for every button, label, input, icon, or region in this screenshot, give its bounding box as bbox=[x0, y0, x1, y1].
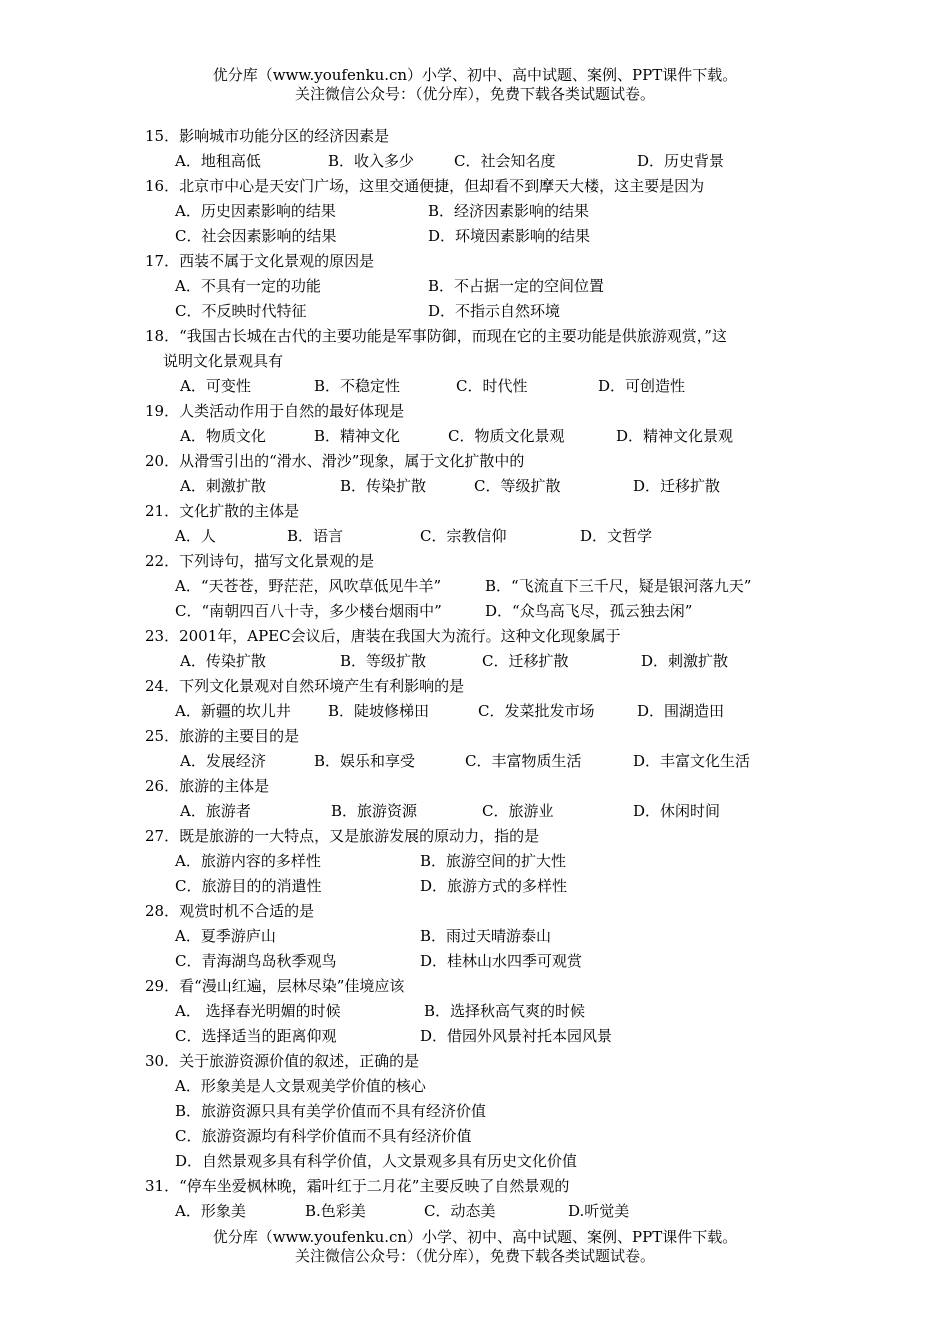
question-22-stem: 22．下列诗句，描写文化景观的是 bbox=[145, 552, 375, 570]
question-21-stem: 21．文化扩散的主体是 bbox=[145, 502, 300, 520]
question-30-option-c: C．旅游资源均有科学价值而不具有经济价值 bbox=[175, 1127, 472, 1145]
question-23-option-a: A．传染扩散 bbox=[180, 652, 266, 670]
question-17-option-a: A．不具有一定的功能 bbox=[175, 277, 321, 295]
question-26-option-c: C．旅游业 bbox=[482, 802, 554, 820]
footer-line-1: 优分库（www.youfenku.cn）小学、初中、高中试题、案例、PPT课件下载。 bbox=[212, 1228, 738, 1246]
question-31-option-d: D.听觉美 bbox=[568, 1202, 630, 1220]
question-16-option-d: D．环境因素影响的结果 bbox=[428, 227, 591, 245]
question-22-option-a: A．“天苍苍，野茫茫，风吹草低见牛羊” bbox=[175, 577, 442, 595]
question-31-stem: 31．“停车坐爱枫林晚，霜叶红于二月花”主要反映了自然景观的 bbox=[145, 1177, 570, 1195]
question-28-option-d: D．桂林山水四季可观赏 bbox=[420, 952, 583, 970]
question-16-option-c: C．社会因素影响的结果 bbox=[175, 227, 337, 245]
question-28-option-b: B．雨过天晴游泰山 bbox=[420, 927, 552, 945]
question-16-option-a: A．历史因素影响的结果 bbox=[175, 202, 336, 220]
question-20-option-c: C．等级扩散 bbox=[474, 477, 561, 495]
question-24-option-b: B．陡坡修梯田 bbox=[328, 702, 430, 720]
question-17-option-d: D．不指示自然环境 bbox=[428, 302, 561, 320]
question-31-option-a: A．形象美 bbox=[175, 1202, 246, 1220]
question-27-option-a: A．旅游内容的多样性 bbox=[175, 852, 321, 870]
question-20-option-d: D．迁移扩散 bbox=[633, 477, 721, 495]
question-27-option-b: B．旅游空间的扩大性 bbox=[420, 852, 567, 870]
question-17-option-b: B．不占据一定的空间位置 bbox=[428, 277, 605, 295]
question-27-option-d: D．旅游方式的多样性 bbox=[420, 877, 568, 895]
question-15-stem: 15．影响城市功能分区的经济因素是 bbox=[145, 127, 390, 145]
question-19-option-a: A．物质文化 bbox=[180, 427, 266, 445]
question-23-option-b: B．等级扩散 bbox=[340, 652, 427, 670]
question-25-option-b: B．娱乐和享受 bbox=[314, 752, 416, 770]
question-19-option-b: B．精神文化 bbox=[314, 427, 401, 445]
header-line-2: 关注微信公众号：（优分库），免费下载各类试题试卷。 bbox=[294, 85, 655, 103]
question-26-option-b: B．旅游资源 bbox=[331, 802, 418, 820]
question-21-option-b: B．语言 bbox=[287, 527, 344, 545]
question-22-option-b: B．“飞流直下三千尺，疑是银河落九天” bbox=[485, 577, 752, 595]
question-31-option-c: C．动态美 bbox=[424, 1202, 496, 1220]
question-23-option-c: C．迁移扩散 bbox=[482, 652, 569, 670]
question-28-stem: 28．观赏时机不合适的是 bbox=[145, 902, 315, 920]
question-25-stem: 25．旅游的主要目的是 bbox=[145, 727, 300, 745]
question-15-option-a: A．地租高低 bbox=[175, 152, 261, 170]
question-21-option-a: A．人 bbox=[175, 527, 216, 545]
question-15-option-b: B．收入多少 bbox=[328, 152, 415, 170]
question-28-option-a: A．夏季游庐山 bbox=[175, 927, 276, 945]
page-footer bbox=[0, 1228, 950, 1266]
question-25-option-c: C．丰富物质生活 bbox=[465, 752, 582, 770]
question-29-option-b: B．选择秋高气爽的时候 bbox=[424, 1002, 586, 1020]
question-18-stem-continued: 说明文化景观具有 bbox=[163, 352, 284, 370]
question-24-stem: 24．下列文化景观对自然环境产生有利影响的是 bbox=[145, 677, 465, 695]
question-29-option-c: C．选择适当的距离仰观 bbox=[175, 1027, 337, 1045]
question-24-option-d: D．围湖造田 bbox=[637, 702, 725, 720]
question-19-stem: 19．人类活动作用于自然的最好体现是 bbox=[145, 402, 405, 420]
question-19-option-d: D．精神文化景观 bbox=[616, 427, 734, 445]
question-24-option-a: A．新疆的坎儿井 bbox=[175, 702, 291, 720]
question-19-option-c: C．物质文化景观 bbox=[448, 427, 565, 445]
question-29-option-d: D．借园外风景衬托本园风景 bbox=[420, 1027, 613, 1045]
question-29-option-a: A． 选择春光明媚的时候 bbox=[175, 1002, 341, 1020]
question-18-option-b: B．不稳定性 bbox=[314, 377, 401, 395]
question-23-stem: 23．2001年，APEC会议后，唐装在我国大为流行。这种文化现象属于 bbox=[145, 627, 621, 645]
question-25-option-a: A．发展经济 bbox=[180, 752, 266, 770]
question-17-stem: 17．西装不属于文化景观的原因是 bbox=[145, 252, 375, 270]
question-25-option-d: D．丰富文化生活 bbox=[633, 752, 751, 770]
question-26-option-d: D．休闲时间 bbox=[633, 802, 721, 820]
question-16-option-b: B．经济因素影响的结果 bbox=[428, 202, 590, 220]
question-27-stem: 27．既是旅游的一大特点，又是旅游发展的原动力，指的是 bbox=[145, 827, 540, 845]
question-30-stem: 30．关于旅游资源价值的叙述，正确的是 bbox=[145, 1052, 420, 1070]
page-header bbox=[0, 66, 950, 104]
question-15-option-d: D．历史背景 bbox=[637, 152, 725, 170]
header-line-1: 优分库（www.youfenku.cn）小学、初中、高中试题、案例、PPT课件下载。 bbox=[212, 66, 738, 84]
question-22-option-d: D．“众鸟高飞尽，孤云独去闲” bbox=[485, 602, 693, 620]
question-15-option-c: C．社会知名度 bbox=[454, 152, 556, 170]
question-20-option-b: B．传染扩散 bbox=[340, 477, 427, 495]
question-26-option-a: A．旅游者 bbox=[180, 802, 251, 820]
question-30-option-b: B．旅游资源只具有美学价值而不具有经济价值 bbox=[175, 1102, 487, 1120]
question-18-stem: 18．“我国古长城在古代的主要功能是军事防御，而现在它的主要功能是供旅游观赏，”这 bbox=[145, 327, 727, 345]
question-16-stem: 16．北京市中心是天安门广场，这里交通便捷，但却看不到摩天大楼，这主要是因为 bbox=[145, 177, 705, 195]
question-20-stem: 20．从滑雪引出的“滑水、滑沙”现象，属于文化扩散中的 bbox=[145, 452, 525, 470]
question-18-option-d: D．可创造性 bbox=[598, 377, 686, 395]
question-27-option-c: C．旅游目的的消遣性 bbox=[175, 877, 322, 895]
question-21-option-d: D．文哲学 bbox=[580, 527, 653, 545]
question-22-option-c: C．“南朝四百八十寺，多少楼台烟雨中” bbox=[175, 602, 442, 620]
question-30-option-a: A．形象美是人文景观美学价值的核心 bbox=[175, 1077, 426, 1095]
question-28-option-c: C．青海湖鸟岛秋季观鸟 bbox=[175, 952, 337, 970]
question-26-stem: 26．旅游的主体是 bbox=[145, 777, 270, 795]
question-18-option-a: A．可变性 bbox=[180, 377, 251, 395]
question-23-option-d: D．刺激扩散 bbox=[641, 652, 729, 670]
question-17-option-c: C．不反映时代特征 bbox=[175, 302, 307, 320]
question-24-option-c: C．发菜批发市场 bbox=[478, 702, 595, 720]
footer-line-2: 关注微信公众号：（优分库），免费下载各类试题试卷。 bbox=[294, 1247, 655, 1265]
question-29-stem: 29．看“漫山红遍，层林尽染”佳境应该 bbox=[145, 977, 405, 995]
question-30-option-d: D．自然景观多具有科学价值，人文景观多具有历史文化价值 bbox=[175, 1152, 578, 1170]
question-20-option-a: A．刺激扩散 bbox=[180, 477, 266, 495]
question-18-option-c: C．时代性 bbox=[456, 377, 528, 395]
question-21-option-c: C．宗教信仰 bbox=[420, 527, 507, 545]
question-31-option-b: B.色彩美 bbox=[305, 1202, 366, 1220]
